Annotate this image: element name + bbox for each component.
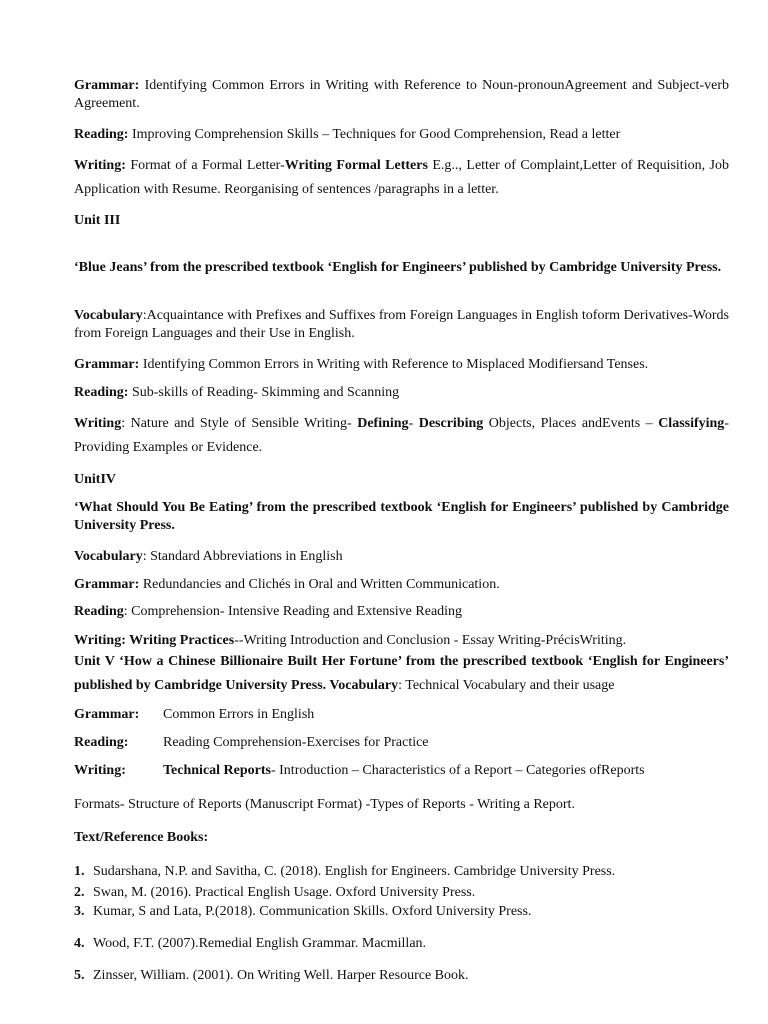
row-label: Reading:: [74, 735, 129, 750]
unit3-writing: Writing: Nature and Style of Sensible Writing- Defining- Describing Objects, Places andEvents – Classifying- Providing Examples or Evidence.: [74, 416, 729, 455]
unit3-title: ‘Blue Jeans’ from the prescribed textbook ‘English for Engineers’ published by Cambridge University Press.: [74, 260, 722, 275]
row-label: Grammar:: [74, 707, 140, 722]
book-item: 2. Swan, M. (2016). Practical English Usage. Oxford University Press.: [74, 885, 476, 900]
book-item: 1. Sudarshana, N.P. and Savitha, C. (2018). English for Engineers. Cambridge University Press.: [74, 864, 616, 879]
unit2-reading: Reading: Improving Comprehension Skills – Techniques for Good Comprehension, Read a letter: [74, 127, 621, 142]
row-value: Reading Comprehension-Exercises for Practice: [163, 735, 429, 750]
unit3-reading: Reading: Sub-skills of Reading- Skimming and Scanning: [74, 385, 400, 400]
unit4-heading: UnitIV: [74, 472, 117, 487]
unit4-grammar: Grammar: Redundancies and Clichés in Oral and Written Communication.: [74, 577, 500, 592]
unit4-writing: Writing: Writing Practices--Writing Introduction and Conclusion - Essay Writing-PrécisWriting.: [74, 633, 627, 648]
books-heading: Text/Reference Books:: [74, 830, 209, 845]
book-item: 4. Wood, F.T. (2007).Remedial English Grammar. Macmillan.: [74, 936, 427, 951]
unit2-writing: Writing: Format of a Formal Letter-Writing Formal Letters E.g.., Letter of Complaint,Letter of Requisition, Job Application with Resume. Reorganising of sentences /paragraphs in a letter.: [74, 158, 729, 197]
row-label: Writing:: [74, 763, 126, 778]
unit4-title: ‘What Should You Be Eating’ from the prescribed textbook ‘English for Engineers’ published by Cambridge University Press.: [74, 500, 729, 533]
unit3-grammar: Grammar: Identifying Common Errors in Writing with Reference to Misplaced Modifiersand Tenses.: [74, 357, 649, 372]
unit4-vocabulary: Vocabulary: Standard Abbreviations in English: [74, 549, 343, 564]
unit4-reading: Reading: Comprehension- Intensive Reading and Extensive Reading: [74, 604, 463, 619]
unit3-vocabulary: Vocabulary:Acquaintance with Prefixes and Suffixes from Foreign Languages in English toform Derivatives-Words from Foreign Languages and their Use in English.: [74, 308, 729, 341]
unit3-heading: Unit III: [74, 213, 121, 228]
unit2-grammar: Grammar: Identifying Common Errors in Writing with Reference to Noun-pronounAgreement and Subject-verb Agreement.: [74, 78, 729, 111]
book-item: 3. Kumar, S and Lata, P.(2018). Communication Skills. Oxford University Press.: [74, 904, 532, 919]
row-value: Technical Reports- Introduction – Characteristics of a Report – Categories ofReports: [163, 763, 645, 778]
unit5-formats: Formats- Structure of Reports (Manuscript Format) -Types of Reports - Writing a Report.: [74, 797, 575, 812]
row-value: Common Errors in English: [163, 707, 315, 722]
unit5-title: Unit V ‘How a Chinese Billionaire Built Her Fortune’ from the prescribed textbook ‘English for Engineers’ published by Cambridge University Press. Vocabulary: Technical Vocabulary and their usage: [74, 654, 729, 693]
book-item: 5. Zinsser, William. (2001). On Writing Well. Harper Resource Book.: [74, 968, 469, 983]
